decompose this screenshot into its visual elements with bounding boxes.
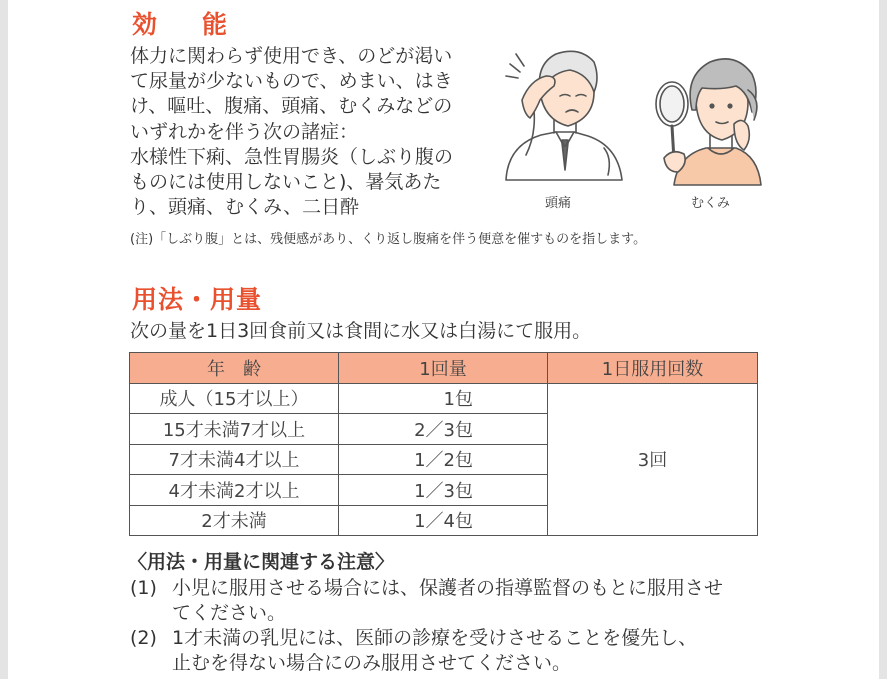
effects-line: て尿量が少ないもので、めまい、はき: [130, 70, 453, 93]
caution-line: てください。: [172, 602, 287, 624]
usage-heading: 用法・用量: [132, 285, 263, 314]
effects-footnote: (注)「しぶり腹」とは、残便感があり、くり返し腹痛を伴う便意を催すものを指します。: [130, 232, 647, 247]
dose-cell: 1／3包: [339, 475, 548, 506]
caution-item: [130, 626, 770, 676]
caution-item: [130, 576, 770, 626]
age-cell: 7才未満4才以上: [130, 444, 339, 475]
age-cell: 15才未満7才以上: [130, 414, 339, 445]
headache-man-illustration: [506, 51, 622, 180]
frequency-cell: 3回: [548, 383, 758, 536]
effects-line: いずれかを伴う次の諸症：: [130, 120, 359, 143]
effects-line: ものには使用しないこと)、暑気あた: [130, 171, 442, 194]
caution-line: 止むを得ない場合にのみ服用させてください。: [172, 652, 572, 674]
dose-cell: 1包: [339, 383, 548, 414]
dose-cell: 2／3包: [339, 414, 548, 445]
swelling-woman-mirror-illustration: [656, 59, 761, 185]
effects-line: 体力に関わらず使用でき、のどが渇い: [130, 45, 453, 67]
caution-number: (2): [130, 627, 157, 649]
dose-cell: 1／2包: [339, 444, 548, 475]
effects-line: 水様性下痢、急性胃腸炎（しぶり腹の: [130, 145, 454, 168]
age-cell: 成人（15才以上）: [130, 383, 339, 414]
caution-number: (1): [130, 577, 157, 599]
usage-intro: 次の量を1日3回食前又は食間に水又は白湯にて服用。: [130, 320, 592, 342]
table-row: [130, 383, 758, 414]
effects-line: り、頭痛、むくみ、二日酔: [130, 196, 360, 219]
caution-heading: 〈用法・用量に関連する注意〉: [128, 551, 395, 573]
effects-line: け、嘔吐、腹痛、頭痛、むくみなどの: [130, 95, 453, 118]
column-header-dose: 1回量: [339, 353, 548, 384]
age-cell: 2才未満: [130, 505, 339, 536]
headache-caption: 頭痛: [545, 196, 572, 211]
age-cell: 4才未満2才以上: [130, 475, 339, 506]
effects-heading: 効 能: [132, 10, 238, 39]
column-header-age: 年 齢: [130, 353, 339, 384]
table-header-row: [130, 353, 758, 384]
column-header-frequency: 1日服用回数: [548, 353, 758, 384]
dose-cell: 1／4包: [339, 505, 548, 536]
caution-line: 1才未満の乳児には、医師の診療を受けさせることを優先し、: [172, 627, 698, 649]
swelling-caption: むくみ: [691, 196, 731, 211]
document-page: [8, 0, 879, 679]
effects-text: [130, 44, 490, 220]
dosage-table: [129, 352, 758, 536]
caution-line: 小児に服用させる場合には、保護者の指導監督のもとに服用させ: [172, 577, 724, 599]
